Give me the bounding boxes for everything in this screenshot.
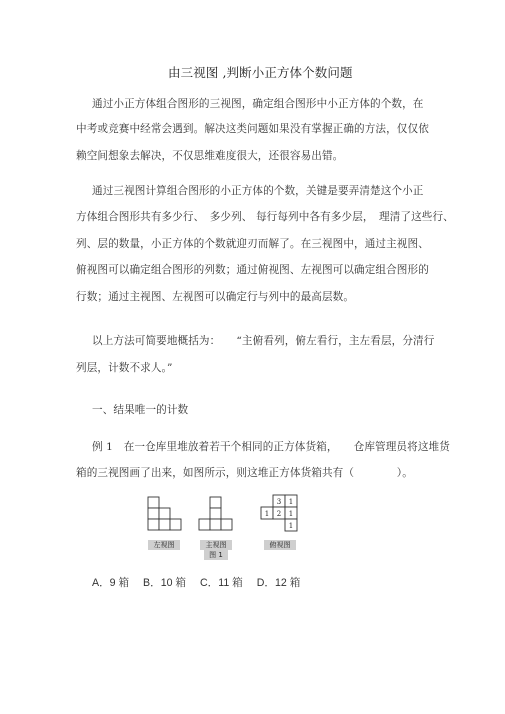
front-view-cell bbox=[199, 519, 210, 530]
example-line-1: 例 1 在一仓库里堆放着若干个相同的正方体货箱， 仓库管理员将这堆货 bbox=[92, 441, 450, 453]
paragraph-1-line-3: 赖空间想象去解决，不仅思维难度很大，还很容易出错。 bbox=[76, 150, 344, 162]
front-view-cell bbox=[221, 519, 232, 530]
paragraph-2-line-3: 列、层的数量，小正方体的个数就迎刃而解了。在三视图中，通过主视图、 bbox=[76, 238, 429, 250]
front-view-cell bbox=[210, 508, 221, 519]
left-view-cell bbox=[170, 519, 181, 530]
option-d: D．12 箱 bbox=[256, 577, 301, 589]
section-heading: 一、结果唯一的计数 bbox=[92, 404, 189, 416]
left-view-cell bbox=[148, 519, 159, 530]
paragraph-1-line-2: 中考或竞赛中经常会遇到。解决这类问题如果没有掌握正确的方法，仅仅依 bbox=[76, 123, 429, 135]
option-b: B．10 箱 bbox=[143, 577, 187, 589]
example-line-2: 箱的三视图画了出来，如图所示，则这堆正方体货箱共有（ ）。 bbox=[76, 467, 413, 479]
top-view-label: 俯视图 bbox=[264, 540, 296, 550]
paragraph-1-line-1: 通过小正方体组合图形的三视图，确定组合图形中小正方体的个数，在 bbox=[92, 98, 424, 110]
page-title: 由三视图 ,判断小正方体个数问题 bbox=[168, 65, 353, 80]
left-view-cell bbox=[159, 519, 170, 530]
front-view-cell bbox=[210, 497, 221, 508]
paragraph-3-line-1: 以上方法可简要地概括为： “主俯看列，俯左看行，主左看层，分清行 bbox=[92, 335, 435, 347]
top-view-number: 3 bbox=[276, 498, 282, 506]
top-view-number: 1 bbox=[288, 510, 294, 518]
paragraph-3-line-2: 列层，计数不求人。” bbox=[76, 362, 173, 374]
three-views-drawing bbox=[138, 492, 318, 568]
left-view-label: 左视图 bbox=[148, 540, 180, 550]
paragraph-2-line-5: 行数；通过主视图、左视图可以确定行与列中的最高层数。 bbox=[76, 291, 355, 303]
answer-options bbox=[92, 575, 311, 590]
top-view-number: 2 bbox=[276, 510, 282, 518]
top-view-number: 1 bbox=[288, 498, 294, 506]
left-view-cell bbox=[148, 508, 159, 519]
front-view-label: 主视图 bbox=[200, 540, 232, 550]
left-view-cell bbox=[148, 497, 159, 508]
left-view-cell bbox=[159, 508, 170, 519]
paragraph-2-line-1: 通过三视图计算组合图形的小正方体的个数，关键是要弄清楚这个小正 bbox=[92, 185, 424, 197]
top-view-number: 1 bbox=[264, 510, 270, 518]
option-c: C．11 箱 bbox=[199, 577, 243, 589]
option-a: A．9 箱 bbox=[92, 577, 130, 589]
top-view-number: 1 bbox=[288, 522, 294, 530]
front-view-cell bbox=[210, 519, 221, 530]
three-views-figure bbox=[138, 492, 318, 568]
paragraph-2-line-2: 方体组合图形共有多少行、 多少列、 每行每列中各有多少层， 理清了这些行、 bbox=[76, 211, 454, 223]
paragraph-2-line-4: 俯视图可以确定组合图形的列数；通过俯视图、左视图可以确定组合图形的 bbox=[76, 264, 429, 276]
figure-caption: 图 1 bbox=[204, 550, 228, 560]
